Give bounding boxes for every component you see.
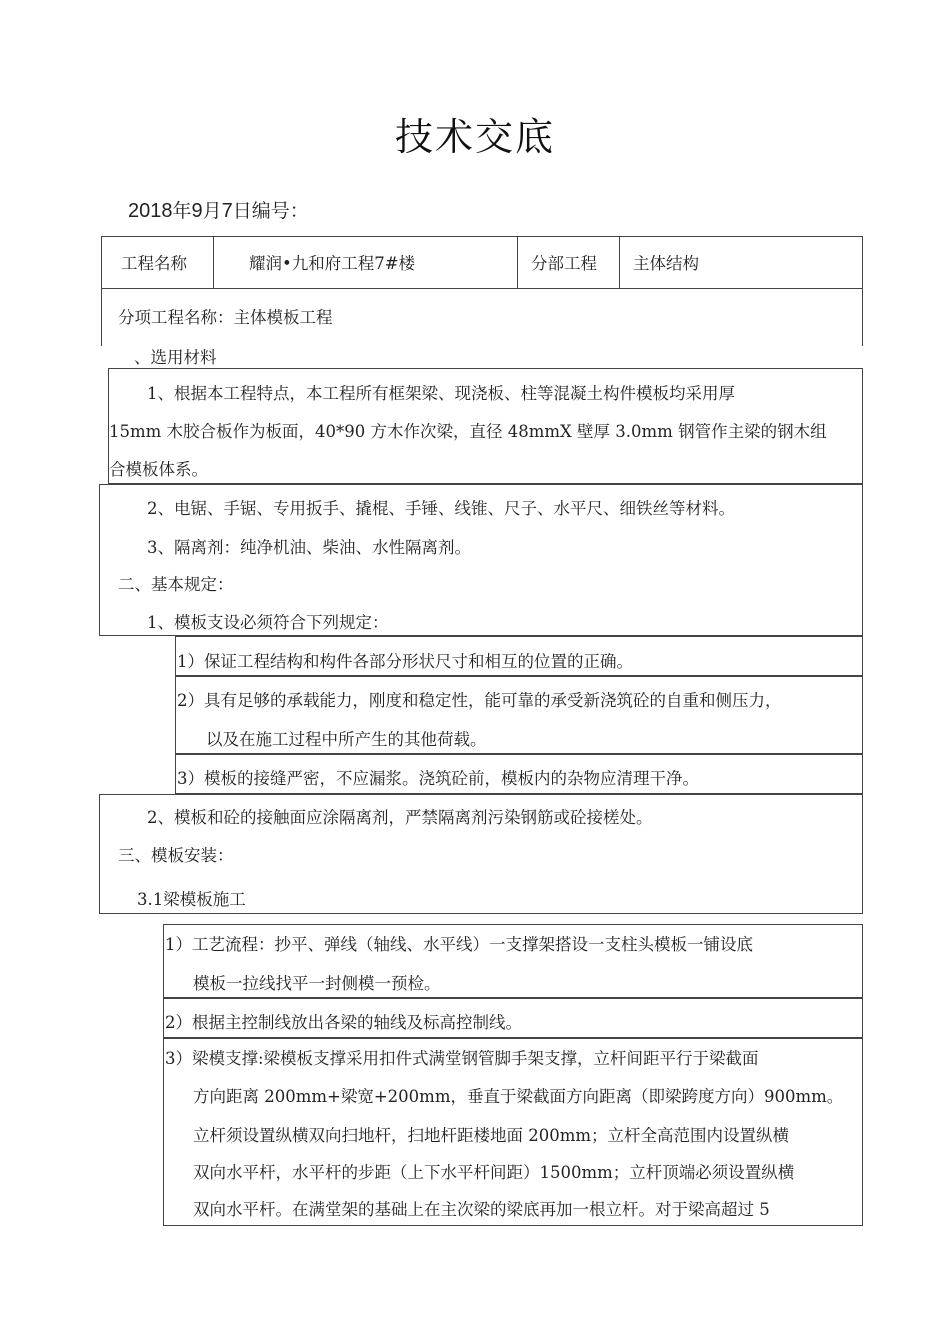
text-line: 3）模板的接缝严密，不应漏浆。浇筑砼前，模板内的杂物应清理干净。 [177, 769, 699, 788]
header-table [101, 236, 863, 346]
text-line: 1、模板支设必须符合下列规定： [147, 613, 389, 632]
date-line [128, 196, 309, 223]
text-line: 双向水平杆。在满堂架的基础上在主次梁的梁底再加一根立杆。对于梁高超过 5 [193, 1200, 770, 1219]
text-line: 3、隔离剂：纯净机油、柴油、水性隔离剂。 [147, 538, 471, 557]
header-row-divider [101, 288, 863, 289]
document-title: 技术交底 [394, 115, 555, 159]
text-line: 、选用材料 [134, 348, 217, 367]
date-number-label: 日编号： [232, 200, 309, 222]
text-line: 二、基本规定： [118, 575, 234, 594]
text-line: 三、模板安装： [118, 846, 234, 865]
text-line: 1）保证工程结构和构件各部分形状尺寸和相互的位置的正确。 [177, 652, 633, 671]
header-col-divider-1 [213, 236, 214, 288]
text-line: 3.1梁模板施工 [137, 890, 246, 909]
text-line: 立杆须设置纵横双向扫地杆，扫地杆距楼地面 200mm；立杆全高范围内设置纵横 [193, 1126, 790, 1145]
division-label: 分部工程 [531, 254, 597, 273]
subitem-name: 分项工程名称：主体模板工程 [118, 308, 333, 327]
header-col-divider-2 [517, 236, 518, 288]
text-line: 2、电锯、手锯、专用扳手、撬棍、手锤、线锥、尺子、水平尺、细铁丝等材料。 [147, 499, 735, 518]
text-line: 3）梁模支撑:梁模板支撑采用扣件式满堂钢管脚手架支撑，立杆间距平行于梁截面 [165, 1049, 759, 1068]
text-line: 2）具有足够的承载能力，刚度和稳定性，能可靠的承受新浇筑砼的自重和侧压力， [177, 691, 782, 710]
text-line: 2）根据主控制线放出各梁的轴线及标高控制线。 [165, 1013, 522, 1032]
project-name-label: 工程名称 [121, 254, 187, 273]
text-line: 15mm 木胶合板作为板面，40*90 方木作次梁，直径 48mmX 壁厚 3.0mm 钢管作主梁的钢木组 [109, 422, 827, 441]
text-line: 1）工艺流程：抄平、弹线（轴线、水平线）一支撑架搭设一支柱头模板一铺设底 [165, 935, 753, 954]
text-line: 双向水平杆，水平杆的步距（上下水平杆间距）1500mm；立杆顶端必须设置纵横 [193, 1163, 795, 1182]
text-line: 方向距离 200mm+梁宽+200mm，垂直于梁截面方向距离（即梁跨度方向）900mm。 [193, 1087, 844, 1106]
date-month-suffix: 月 [202, 200, 222, 222]
date-day: 7 [221, 200, 233, 222]
text-line: 2、模板和砼的接触面应涂隔离剂，严禁隔离剂污染钢筋或砼接槎处。 [147, 808, 653, 827]
text-line: 合模板体系。 [109, 460, 208, 479]
header-col-divider-3 [619, 236, 620, 288]
project-name-value: 耀润•九和府工程7#楼 [249, 254, 416, 273]
date-year-suffix: 年 [172, 200, 192, 222]
text-line: 以及在施工过程中所产生的其他荷载。 [206, 730, 487, 749]
text-line: 1、根据本工程特点，本工程所有框架梁、现浇板、柱等混凝土构件模板均采用厚 [147, 384, 735, 403]
date-month: 9 [191, 200, 203, 222]
division-value: 主体结构 [633, 254, 699, 273]
text-line: 模板一拉线找平一封侧模一预检。 [193, 974, 441, 993]
date-year: 2018 [128, 200, 173, 222]
